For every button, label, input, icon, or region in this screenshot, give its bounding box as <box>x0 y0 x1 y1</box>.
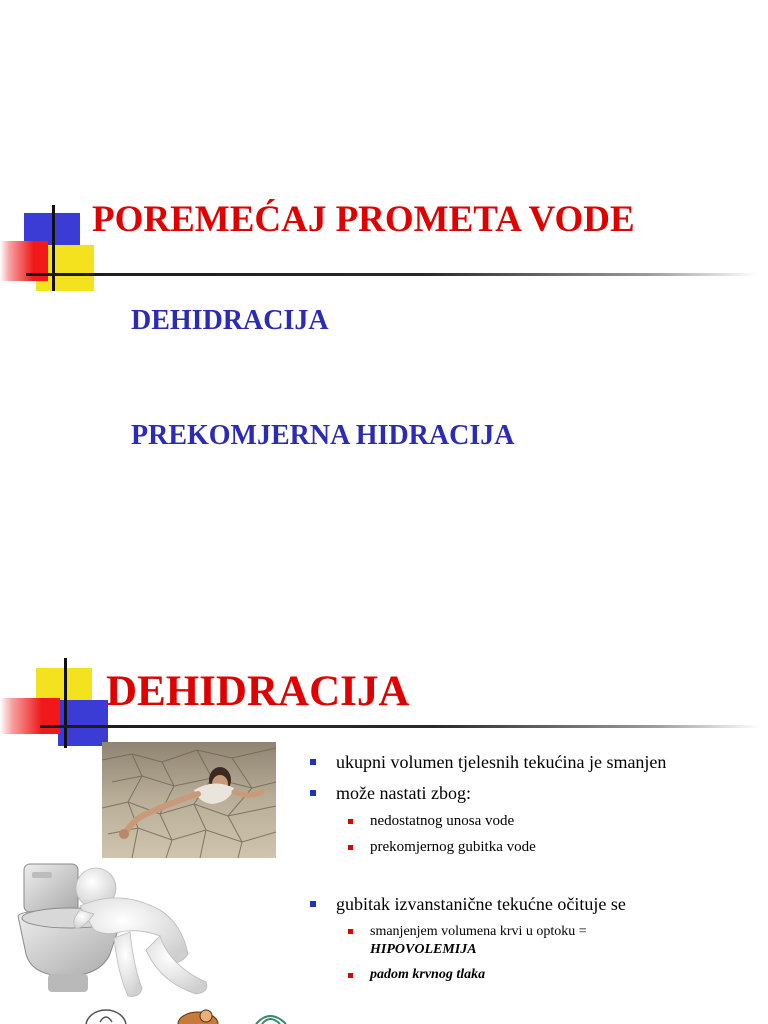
square-bullet-icon <box>310 759 316 765</box>
sub-bullet-text: nedostatnog unosa vode <box>370 813 515 829</box>
slide-logo <box>0 658 112 750</box>
title-underline <box>40 725 760 728</box>
cropped-clipart-icons <box>80 1000 320 1024</box>
sick-figure-toilet-image <box>10 858 216 1008</box>
square-bullet-icon <box>348 819 353 824</box>
bullet-text: može nastati zbog: <box>336 783 471 803</box>
slide-title: POREMEĆAJ PROMETA VODE <box>92 199 635 240</box>
sub-bullet-item <box>348 839 536 856</box>
sub-bullet-text: padom krvnog tlaka <box>370 967 486 982</box>
hipovolemija-term: HIPOVOLEMIJA <box>370 942 477 957</box>
bullet-text: ukupni volumen tjelesnih tekućina je smanjen <box>336 752 667 772</box>
title-underline <box>26 273 756 276</box>
bullet-item <box>310 752 666 773</box>
sub-bullet-item <box>348 923 587 959</box>
slide-logo <box>0 205 100 295</box>
square-bullet-icon <box>348 929 353 934</box>
topic-prekomjerna-hidracija: PREKOMJERNA HIDRACIJA <box>131 420 515 451</box>
sub-bullet-text: prekomjernog gubitka vode <box>370 839 536 855</box>
slide-2 <box>0 590 768 1024</box>
square-bullet-icon <box>310 790 316 796</box>
dry-ground-crawling-man-image <box>102 742 276 858</box>
bullet-text: gubitak izvanstanične tekućne očituje se <box>336 894 626 914</box>
square-bullet-icon <box>310 901 316 907</box>
square-bullet-icon <box>348 973 353 978</box>
square-bullet-icon <box>348 845 353 850</box>
bullet-item <box>310 783 471 804</box>
topic-dehidracija: DEHIDRACIJA <box>131 305 329 336</box>
bullet-item <box>310 894 626 915</box>
sub-bullet-text: smanjenjem volumena krvi u optoku = <box>370 924 587 939</box>
slide-title: DEHIDRACIJA <box>106 668 410 715</box>
sub-bullet-item <box>348 813 514 830</box>
sub-bullet-item <box>348 967 485 983</box>
